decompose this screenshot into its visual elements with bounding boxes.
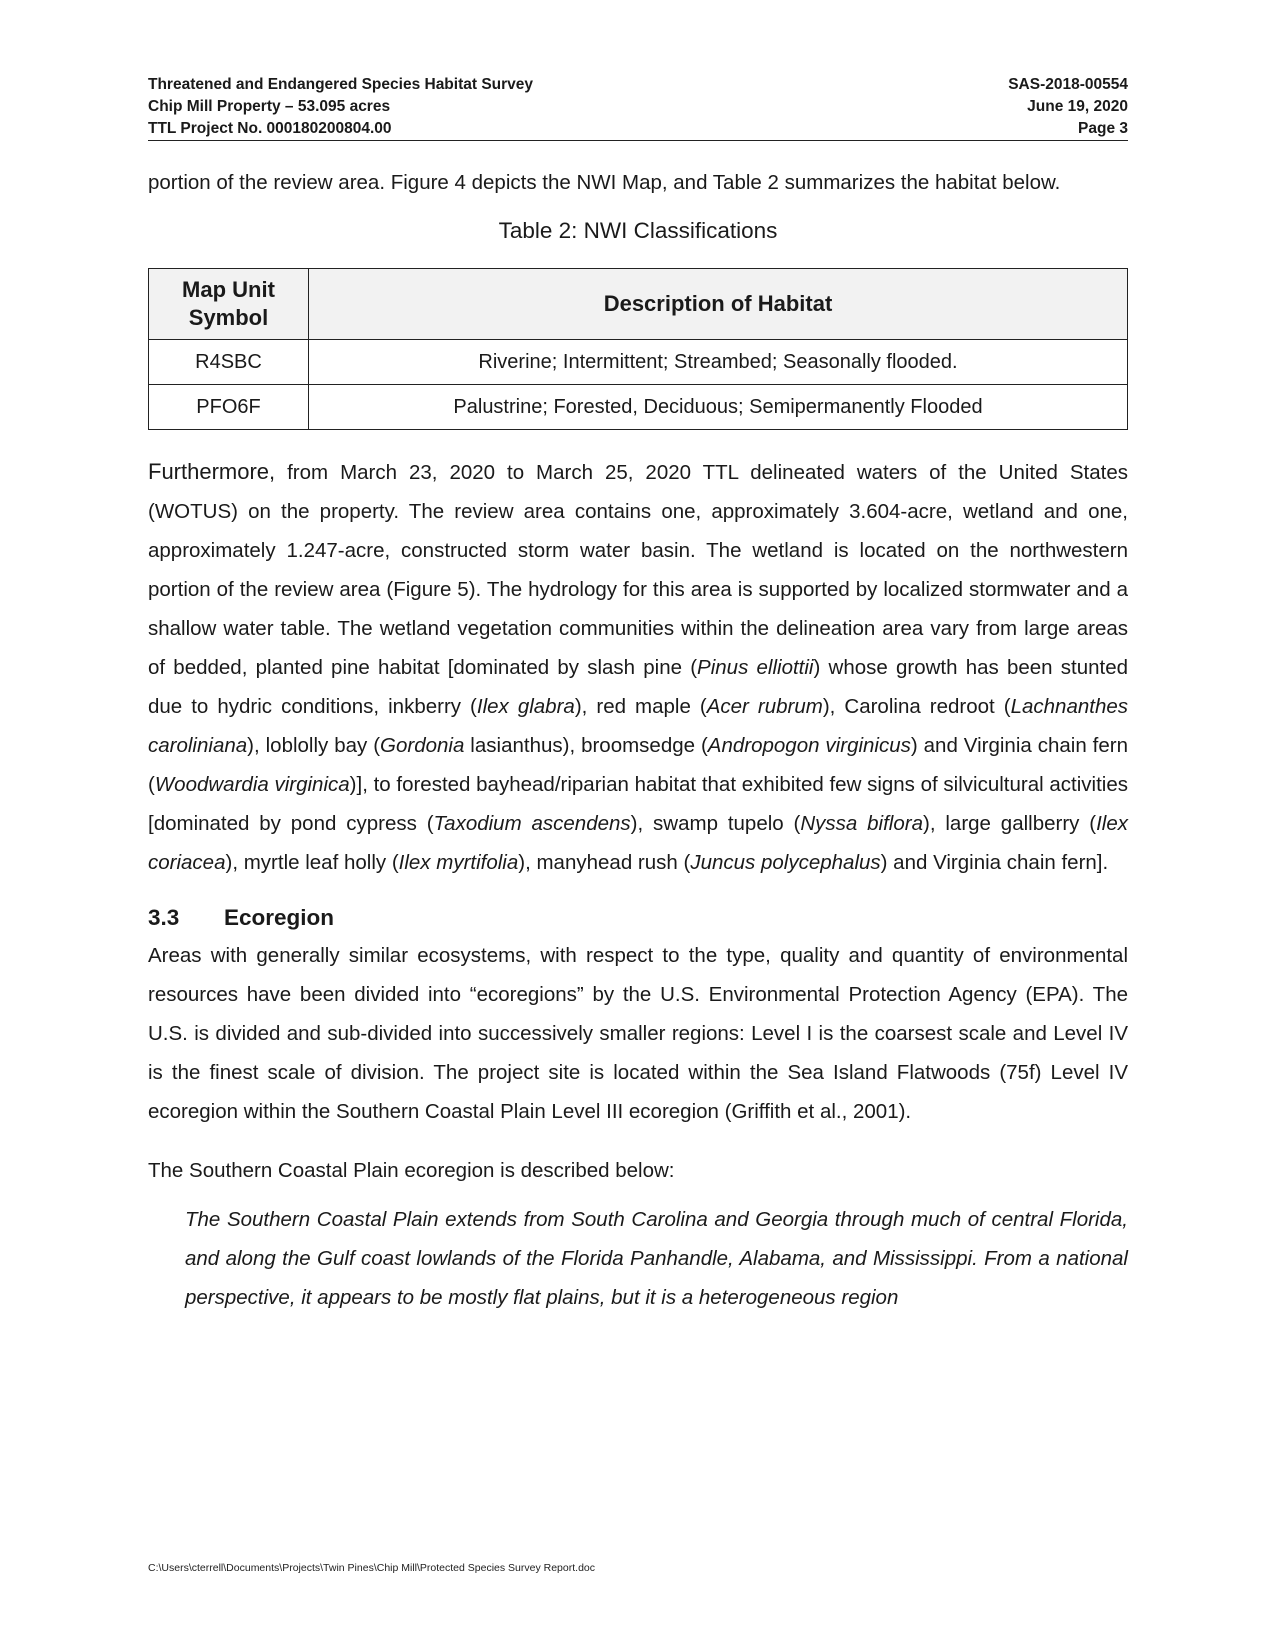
header-project-number: TTL Project No. 000180200804.00: [148, 120, 392, 137]
paragraph-text: ), myrtle leaf holly (: [225, 851, 399, 874]
section-number: 3.3: [148, 905, 180, 930]
header-left: [148, 74, 533, 140]
table-header-row: [149, 269, 1128, 340]
header-permit-number: SAS-2018-00554: [1008, 76, 1128, 93]
delineation-paragraph: [148, 452, 1128, 882]
header-right: [1008, 74, 1128, 140]
species-name: Ilex myrtifolia: [398, 851, 519, 874]
column-header-map-unit: Map Unit Symbol: [149, 269, 309, 340]
species-name: Taxodium ascendens: [433, 812, 631, 835]
block-quote: The Southern Coastal Plain extends from South Carolina and Georgia through much of central Florida, and along the Gulf coast lowlands of the Florida Panhandle, Alabama, and Mississippi. From a national perspective, it appears to be mostly flat plains, but it is a heterogeneous region: [185, 1208, 1128, 1309]
paragraph-text: ) and Virginia chain fern (: [148, 734, 1128, 796]
species-name: Ilex coriacea: [148, 812, 1128, 874]
paragraph-text: ), Carolina redroot (: [822, 695, 1011, 718]
paragraph-text: )], to forested bayhead/riparian habitat that exhibited few signs of silvicultural activities [dominated by pond cypress (: [148, 773, 1128, 835]
ecoregion-paragraph: Areas with generally similar ecosystems, with respect to the type, quality and quantity of environmental resources have been divided into “ecoregions” by the U.S. Environmental Protection Agency (EPA). The U.S. is divided and sub-divided into successively smaller regions: Level I is the coarsest scale and Level IV is the finest scale of division. The project site is located within the Sea Island Flatwoods (75f) Level IV ecoregion within the Southern Coastal Plain Level III ecoregion (Griffith et al., 2001).: [148, 944, 1128, 1123]
section-heading: [148, 902, 1128, 934]
species-name: Nyssa biflora: [800, 812, 923, 835]
species-name: Woodwardia virginica: [154, 773, 350, 796]
paragraph-text: ) and Virginia chain fern].: [880, 851, 1109, 874]
species-name: Acer rubrum: [706, 695, 823, 718]
paragraph-text: from March 23, 2020 to March 25, 2020 TTL delineated waters of the United States (WOTUS) on the property. The review area contains one, approximately 3.604-acre, wetland and one, approximately 1.247-acre, constructed storm water basin. The wetland is located on the northwestern portion of the review area (Figure 5). The hydrology for this area is supported by localized stormwater and a shallow water table. The wetland vegetation communities within the delineation area vary from large areas of bedded, planted pine habitat [dominated by slash pine (: [148, 461, 1128, 679]
paragraph-text: ), swamp tupelo (: [630, 812, 801, 835]
document-page: [148, 74, 1128, 1317]
species-name: Juncus polycephalus: [690, 851, 881, 874]
intro-paragraph: portion of the review area. Figure 4 depicts the NWI Map, and Table 2 summarizes the habitat below.: [148, 171, 1061, 194]
header-title: Threatened and Endangered Species Habitat Survey: [148, 76, 534, 93]
table-cell-description: Palustrine; Forested, Deciduous; Semipermanently Flooded: [309, 385, 1128, 430]
section-title: Ecoregion: [224, 905, 335, 930]
species-name: Pinus elliottii: [697, 656, 814, 679]
table-row: [149, 385, 1128, 430]
paragraph-text: ), red maple (: [574, 695, 707, 718]
table-row: [149, 340, 1128, 385]
paragraph-text: ), large gallberry (: [923, 812, 1097, 835]
table-cell-description: Riverine; Intermittent; Streambed; Seasonally flooded.: [309, 340, 1128, 385]
paragraph-text: ) whose growth has been stunted due to hydric conditions, inkberry (: [148, 656, 1128, 718]
paragraph-first-word: Furthermore,: [148, 459, 276, 484]
header-page-number: Page 3: [1078, 120, 1128, 137]
column-header-description: Description of Habitat: [309, 269, 1128, 340]
header-date: June 19, 2020: [1027, 98, 1128, 115]
species-name: Gordonia: [380, 734, 465, 757]
species-name: Lachnanthes caroliniana: [148, 695, 1128, 757]
table-cell-symbol: PFO6F: [149, 385, 309, 430]
page-header: [148, 74, 1128, 141]
paragraph-text: lasianthus), broomsedge (: [464, 734, 708, 757]
southern-coastal-plain-paragraph: The Southern Coastal Plain ecoregion is described below:: [148, 1159, 675, 1182]
header-property: Chip Mill Property – 53.095 acres: [148, 98, 391, 115]
species-name: Andropogon virginicus: [707, 734, 911, 757]
paragraph-text: ), loblolly bay (: [247, 734, 381, 757]
table-cell-symbol: R4SBC: [149, 340, 309, 385]
nwi-classification-table: [148, 268, 1128, 430]
footer-file-path: C:\Users\cterrell\Documents\Projects\Twin Pines\Chip Mill\Protected Species Survey Report.doc: [148, 1562, 595, 1574]
species-name: Ilex glabra: [476, 695, 575, 718]
table-caption: Table 2: NWI Classifications: [498, 218, 778, 243]
paragraph-text: ), manyhead rush (: [518, 851, 691, 874]
